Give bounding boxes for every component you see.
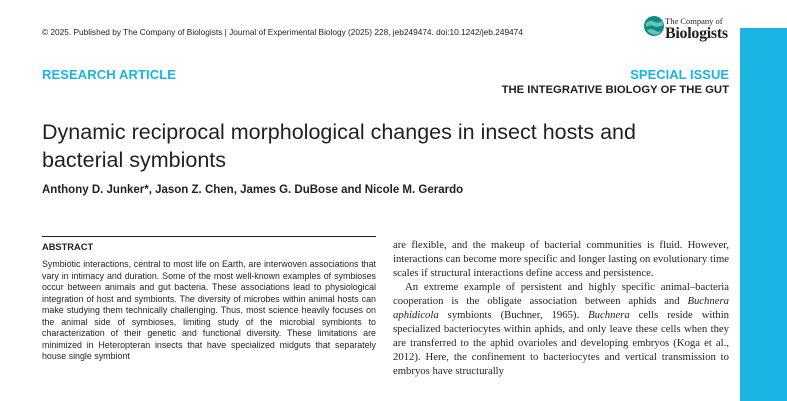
journal-color-strip: [740, 28, 787, 401]
article-type: RESEARCH ARTICLE: [42, 67, 177, 82]
body-paragraph-1: are flexible, and the makeup of bacterial communities is fluid. However, interactions can become more specific and longer lasting on evolutionary time scales if structural interactions define access and persistence.: [393, 239, 729, 279]
species-name: Buchnera aphidicola: [393, 295, 729, 321]
genus-name: Buchnera: [588, 309, 630, 321]
abstract-divider: [42, 236, 376, 237]
body-text: symbionts (Buchner, 1965).: [438, 309, 589, 321]
logo-text-top: The Company of: [665, 16, 723, 26]
body-text: cells reside within specialized bacteriocytes within aphids, and only leave these cells when they are transferred to the aphid ovarioles and developing embryos (Koga et al., 2012). Here, the confinement to bacteriocytes and vertical transmission to embryos have structurally: [393, 309, 730, 377]
author-list: Anthony D. Junker*, Jason Z. Chen, James G. DuBose and Nicole M. Gerardo: [42, 184, 464, 196]
abstract-heading: ABSTRACT: [42, 242, 94, 252]
article-title: Dynamic reciprocal morphological changes in insect hosts and bacterial symbionts: [42, 120, 636, 172]
logo-text-bottom: Biologists: [665, 24, 728, 42]
globe-icon: [643, 15, 665, 37]
abstract-text: Symbiotic interactions, central to most life on Earth, are interwoven associations that vary in intimacy and duration. Some of the most well-known examples of symbioses occur between animals and gut bacteria. These associations lead to physiological integration of host and symbionts. The diversity of microbes within animal hosts can make studying them technically challenging. Thus, most science heavily focuses on the animal side of symbioses, limiting study of the microbial symbionts to characterization of their genetic and functional diversity. These limitations are minimized in Heteropteran insects that have specialized midguts that separately house single symbiont: [42, 259, 376, 361]
body-column: [393, 238, 729, 378]
special-issue-label: SPECIAL ISSUE: [630, 67, 729, 82]
body-text: An extreme example of persistent and highly specific animal–bacteria cooperation is the obligate association between aphids and: [393, 281, 729, 307]
body-paragraph-2: [393, 280, 729, 378]
special-issue-title: THE INTEGRATIVE BIOLOGY OF THE GUT: [501, 84, 729, 96]
publisher-logo: [640, 13, 730, 45]
publication-info: © 2025. Published by The Company of Biologists | Journal of Experimental Biology (2025) 228, jeb249474. doi:10.1242/jeb.249474: [42, 27, 523, 37]
